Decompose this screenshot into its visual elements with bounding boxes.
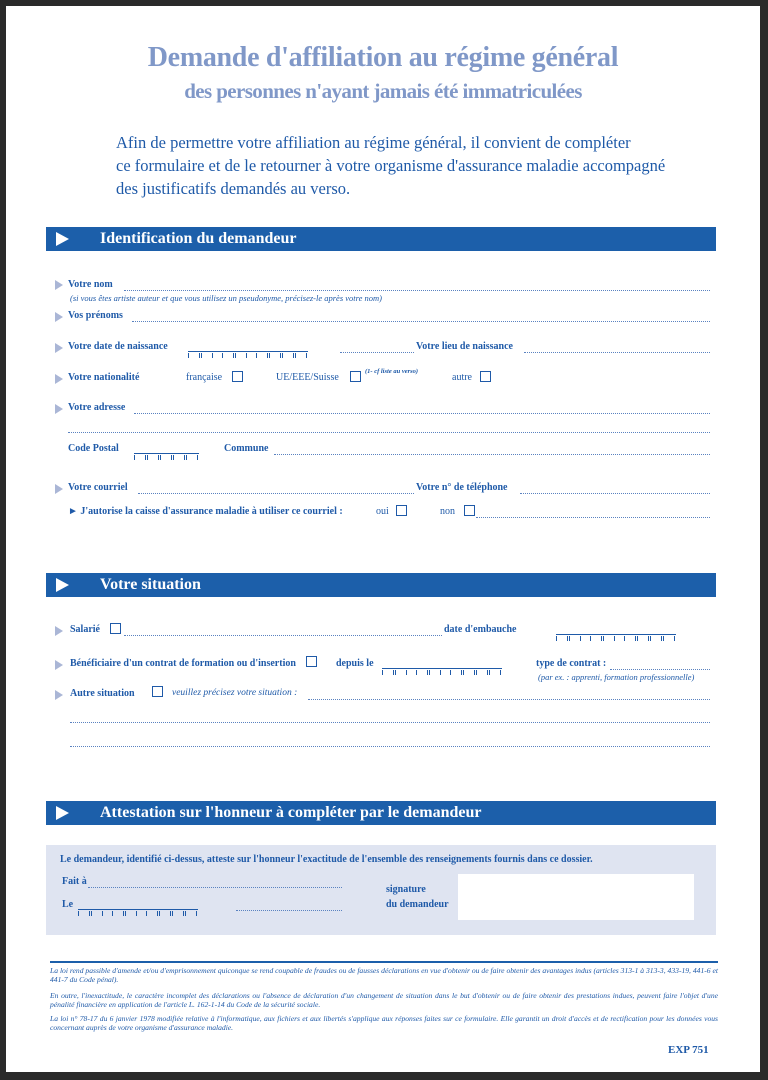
du-demandeur-label: du demandeur xyxy=(386,899,449,910)
separator-line xyxy=(476,517,710,518)
autre-situation-field-1[interactable] xyxy=(308,699,710,700)
lieu-naissance-label: Votre lieu de naissance xyxy=(416,341,513,352)
type-contrat-field[interactable] xyxy=(610,669,710,670)
fait-a-field[interactable] xyxy=(88,887,342,888)
le-date-field[interactable] xyxy=(78,903,198,910)
separator-line xyxy=(340,352,414,353)
autorise-oui-label: oui xyxy=(376,506,389,517)
bullet-arrow-icon xyxy=(55,404,63,414)
nom-label: Votre nom xyxy=(68,279,113,290)
play-arrow-icon xyxy=(56,232,69,246)
le-label: Le xyxy=(62,899,74,910)
section-header-identification xyxy=(46,227,716,251)
autre-situation-label: Autre situation xyxy=(70,688,135,699)
bullet-arrow-icon xyxy=(55,343,63,353)
autorise-label: ► J'autorise la caisse d'assurance maladie à utiliser ce courriel : xyxy=(68,506,343,517)
autre-situation-field-2[interactable] xyxy=(70,722,710,723)
code-postal-label: Code Postal xyxy=(68,443,119,454)
section-title: Votre situation xyxy=(100,576,201,593)
separator-line xyxy=(124,635,442,636)
nat-francaise-label: française xyxy=(186,372,223,383)
form-code: EXP 751 xyxy=(668,1044,709,1056)
type-contrat-note: (par ex. : apprenti, formation professionnelle) xyxy=(538,672,695,682)
commune-label: Commune xyxy=(224,443,269,454)
adresse-field-1[interactable] xyxy=(134,413,710,414)
date-naissance-label: Votre date de naissance xyxy=(68,341,168,352)
intro-line-2: ce formulaire et de le retourner à votre organisme d'assurance maladie accompagné xyxy=(116,156,666,175)
nat-ue-label: UE/EEE/Suisse xyxy=(276,372,339,383)
depuis-field[interactable] xyxy=(382,662,502,669)
courriel-field[interactable] xyxy=(138,493,414,494)
telephone-label: Votre n° de téléphone xyxy=(416,482,508,493)
bullet-arrow-icon xyxy=(55,280,63,290)
courriel-label: Votre courriel xyxy=(68,482,128,493)
nat-autre-checkbox[interactable] xyxy=(480,371,491,382)
legal-paragraph-2: En outre, l'inexactitude, le caractère incomplet des déclarations ou l'absence de déclaration d'un changement de situation dans le but d'obtenir ou de faire obtenir des prestations indues, peuvent faire l'objet d'une pénalité financière en application de l'article L. 162-1-14 du Code de la sécurité sociale. xyxy=(50,991,718,1010)
nat-francaise-checkbox[interactable] xyxy=(232,371,243,382)
play-arrow-icon xyxy=(56,806,69,820)
depuis-label: depuis le xyxy=(336,658,374,669)
telephone-field[interactable] xyxy=(520,493,710,494)
section-title: Attestation sur l'honneur à compléter par le demandeur xyxy=(100,804,482,821)
section-header-attestation xyxy=(46,801,716,825)
bullet-arrow-icon xyxy=(55,626,63,636)
attestation-text: Le demandeur, identifié ci-dessus, atteste sur l'honneur l'exactitude de l'ensemble des renseignements fournis dans ce dossier. xyxy=(60,854,593,865)
separator-line xyxy=(236,910,342,911)
form-page xyxy=(6,6,760,1072)
autre-situation-field-3[interactable] xyxy=(70,746,710,747)
bullet-arrow-icon xyxy=(55,660,63,670)
adresse-field-2[interactable] xyxy=(68,432,710,433)
legal-paragraph-3: La loi n° 78-17 du 6 janvier 1978 modifiée relative à l'informatique, aux fichiers et aux libertés s'applique aux réponses faites sur ce formulaire. Elle garantit un droit d'accès et de rectification pour les données vous concernant auprès de votre organisme d'assurance maladie. xyxy=(50,1014,718,1033)
intro-line-1: Afin de permettre votre affiliation au régime général, il convient de compléter xyxy=(116,133,631,152)
prenoms-field[interactable] xyxy=(132,321,710,322)
autorise-non-label: non xyxy=(440,506,455,517)
date-naissance-field[interactable] xyxy=(188,345,308,352)
bullet-arrow-icon xyxy=(55,374,63,384)
nat-ue-checkbox[interactable] xyxy=(350,371,361,382)
legal-paragraph-1: La loi rend passible d'amende et/ou d'emprisonnement quiconque se rend coupable de fraudes ou de fausses déclarations en vue d'obtenir ou de faire obtenir des avantages indus (articles 313-1 à 313-3, 433-19, 441-6 et 441-7 du Code pénal). xyxy=(50,966,718,985)
fait-a-label: Fait à xyxy=(62,876,87,887)
prenoms-label: Vos prénoms xyxy=(68,310,123,321)
form-subtitle: des personnes n'ayant jamais été immatriculées xyxy=(184,79,582,103)
commune-field[interactable] xyxy=(274,454,710,455)
bullet-arrow-icon xyxy=(55,690,63,700)
type-contrat-label: type de contrat : xyxy=(536,658,607,669)
nat-ue-note: (1- cf liste au verso) xyxy=(365,368,419,375)
nom-field[interactable] xyxy=(124,290,710,291)
nat-autre-label: autre xyxy=(452,372,472,383)
salarie-label: Salarié xyxy=(70,624,100,635)
footer-rule xyxy=(50,961,718,963)
section-title: Identification du demandeur xyxy=(100,230,297,247)
form-title: Demande d'affiliation au régime général xyxy=(147,42,619,73)
beneficiaire-label: Bénéficiaire d'un contrat de formation ou d'insertion xyxy=(70,658,296,669)
signature-box[interactable] xyxy=(458,874,694,920)
signature-label: signature xyxy=(386,884,426,895)
salarie-checkbox[interactable] xyxy=(110,623,121,634)
section-header-situation xyxy=(46,573,716,597)
lieu-naissance-field[interactable] xyxy=(524,352,710,353)
code-postal-field[interactable] xyxy=(134,447,199,454)
nom-note: (si vous êtes artiste auteur et que vous utilisez un pseudonyme, précisez-le après votre nom) xyxy=(70,293,382,303)
intro-text xyxy=(116,131,676,200)
beneficiaire-checkbox[interactable] xyxy=(306,656,317,667)
autre-situation-checkbox[interactable] xyxy=(152,686,163,697)
bullet-arrow-icon xyxy=(55,484,63,494)
date-embauche-label: date d'embauche xyxy=(444,624,517,635)
date-embauche-field[interactable] xyxy=(556,628,676,635)
intro-line-3: des justificatifs demandés au verso. xyxy=(116,179,351,198)
play-arrow-icon xyxy=(56,578,69,592)
autorise-non-checkbox[interactable] xyxy=(464,505,475,516)
autorise-oui-checkbox[interactable] xyxy=(396,505,407,516)
autre-situation-note: veuillez précisez votre situation : xyxy=(172,688,298,698)
bullet-arrow-icon xyxy=(55,312,63,322)
adresse-label: Votre adresse xyxy=(68,402,126,413)
nationalite-label: Votre nationalité xyxy=(68,372,140,383)
